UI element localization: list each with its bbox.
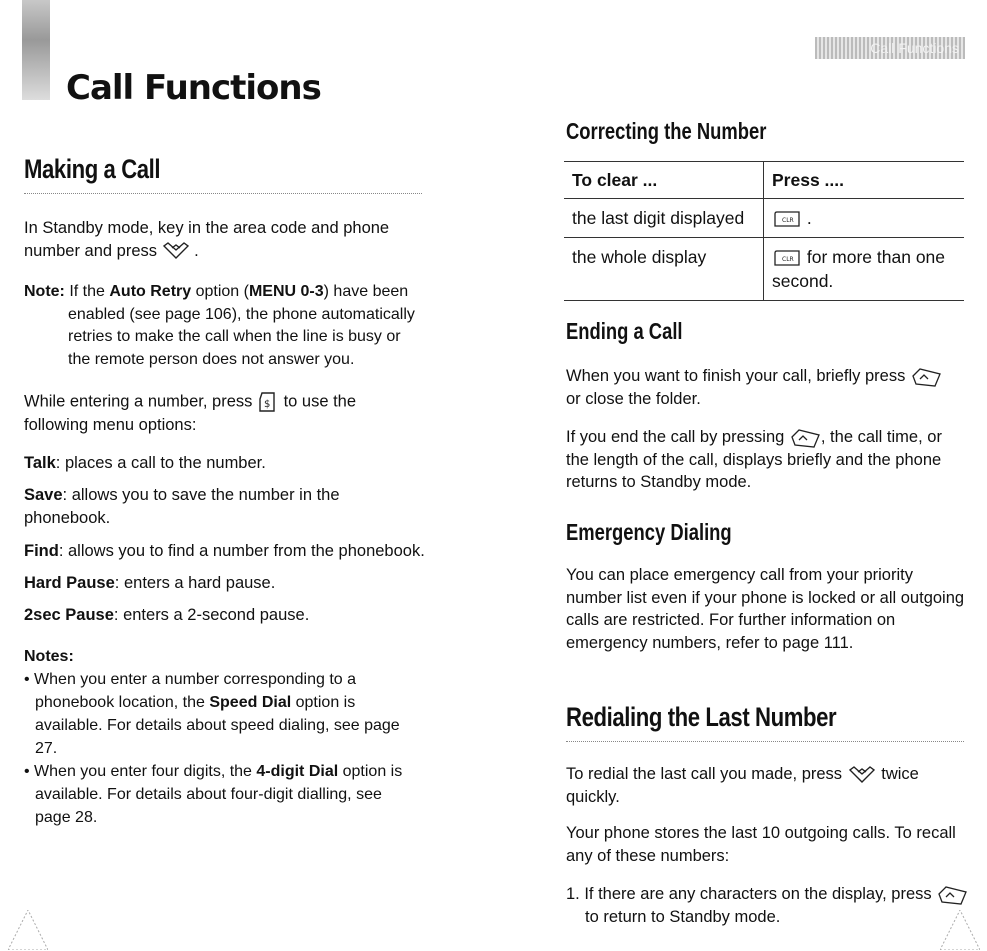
paragraph-ending-1: When you want to finish your call, briefly press or close the folder. — [566, 365, 976, 410]
paragraph-redial-1: To redial the last call you made, press twice quickly. — [566, 765, 919, 806]
header-tab — [815, 37, 965, 59]
list-item: 1. If there are any characters on the display, press to return to Standby mode. — [566, 883, 976, 928]
header-tab-label: Call Functions — [870, 40, 959, 56]
end-key-icon — [789, 427, 821, 449]
menu-key-icon — [257, 390, 279, 414]
option-hard-pause: Hard Pause: enters a hard pause. — [24, 574, 276, 592]
table-header: To clear ... — [564, 162, 764, 199]
notes-item: • When you enter a number corresponding to a — [24, 671, 357, 688]
svg-text:CLR: CLR — [782, 256, 794, 264]
option-2sec-pause: 2sec Pause: enters a 2-second pause. — [24, 606, 310, 624]
chapter-decor-bar — [22, 0, 50, 100]
end-key-icon — [936, 884, 968, 906]
paragraph-ending-2: If you end the call by pressing , the call time, or the length of the call, displays briefly and the phone returns to Standby mode. — [566, 428, 942, 492]
send-key-icon — [162, 240, 190, 262]
paragraph-standby: In Standby mode, key in the area code and phone number and press . — [24, 217, 424, 262]
paragraph-entering: While entering a number, press $ to use the following menu options: — [24, 390, 424, 437]
end-key-icon — [910, 366, 942, 388]
section-title-redialing: Redialing the Last Number — [566, 702, 837, 732]
option-talk: Talk: places a call to the number. — [24, 454, 266, 472]
paragraph-redial-2: Your phone stores the last 10 outgoing calls. To recall any of these numbers: — [566, 824, 956, 865]
corner-decoration-left — [8, 910, 48, 950]
notes-block: Notes: • When you enter a number corresponding to a phonebook location, the Speed Dial option is available. For details about speed dialing, see page 27. • When you enter four digits, the 4-digit Dial option is available. For details about four-digit dialling, see page 28. — [24, 645, 429, 829]
option-save: Save: allows you to save the number in the phonebook. — [24, 486, 340, 527]
section-divider — [566, 741, 964, 742]
section-title-correcting: Correcting the Number — [566, 118, 767, 144]
corner-decoration-right — [940, 910, 980, 950]
clr-key-icon — [772, 248, 802, 268]
notes-item: • When you enter four digits, the 4-digit Dial option is — [24, 763, 403, 780]
table-header: Press .... — [764, 162, 965, 199]
paragraph-emergency: You can place emergency call from your priority number list even if your phone is locked or all outgoing calls are restricted. For further information on emergency numbers, refer to page 111. — [566, 566, 965, 652]
note-label: Note: — [24, 283, 65, 300]
notes-label: Notes: — [24, 648, 74, 665]
note-block: Note: If the Auto Retry option (MENU 0-3) have been enabled (see page 106), the phone automatically retries to make the call when the line is busy or the remote person does not answer you. — [24, 283, 415, 368]
clr-key-icon — [772, 209, 802, 229]
send-key-icon — [847, 764, 877, 786]
svg-text:CLR: CLR — [782, 217, 794, 225]
table-row: the whole display CLR for more than one second. — [564, 238, 964, 301]
option-find: Find: allows you to find a number from the phonebook. — [24, 542, 425, 560]
correcting-table — [564, 161, 964, 301]
svg-text:$: $ — [263, 399, 271, 410]
chapter-title: Call Functions — [66, 68, 321, 108]
section-divider — [24, 193, 422, 194]
section-title-emergency: Emergency Dialing — [566, 519, 732, 545]
section-title-making-a-call: Making a Call — [24, 154, 161, 184]
table-row: the last digit displayed CLR . — [564, 199, 964, 238]
section-title-ending: Ending a Call — [566, 318, 683, 344]
